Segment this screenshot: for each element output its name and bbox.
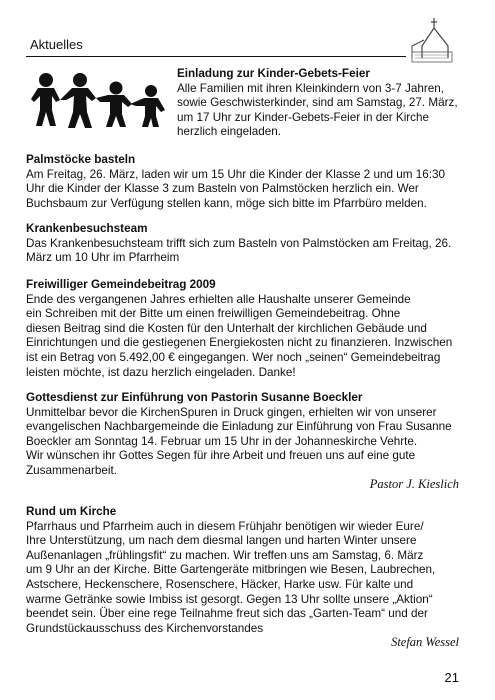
article-palmstoecke xyxy=(26,153,445,211)
children-holding-hands-icon xyxy=(30,70,168,130)
article-kinder-gebets-feier xyxy=(177,67,458,140)
article-heading: Krankenbesuchsteam xyxy=(26,222,148,235)
article-body: Am Freitag, 26. März, laden wir um 15 Uhr die Kinder der Klasse 2 und um 16:30 Uhr die Kinder der Klasse 3 zum Basteln von Palmstöcken herzlich ein. Wer Buchsbaum zur Verfügung stellen kann, möge sich bitte im Pfarrbüro melden. xyxy=(26,167,446,210)
church-logo-icon xyxy=(404,16,458,66)
page-number: 21 xyxy=(444,670,459,685)
article-krankenbesuchsteam xyxy=(26,222,451,266)
section-title: Aktuelles xyxy=(30,37,83,52)
article-heading: Palmstöcke basteln xyxy=(26,153,136,166)
article-gemeindebeitrag xyxy=(26,278,452,380)
signature: Pastor J. Kieslich xyxy=(369,477,459,491)
signature: Stefan Wessel xyxy=(391,635,459,649)
article-heading: Einladung zur Kinder-Gebets-Feier xyxy=(177,67,370,80)
article-heading: Rund um Kirche xyxy=(26,505,117,518)
article-body: Alle Familien mit ihren Kleinkindern von 3-7 Jahren, sowie Geschwisterkinder, sind am Samstag, 27. März, um 17 Uhr zur Kinder-Gebets-Feier in der Kirche herzlich eingeladen. xyxy=(177,81,458,139)
article-heading: Freiwilliger Gemeindebeitrag 2009 xyxy=(26,278,216,291)
article-heading: Gottesdienst zur Einführung von Pastorin Susanne Boeckler xyxy=(26,391,363,404)
header-divider xyxy=(26,56,406,57)
article-body: Das Krankenbesuchsteam trifft sich zum Basteln von Palmstöcken am Freitag, 26. März um 10 Uhr im Pfarrheim xyxy=(26,236,452,265)
article-body: Pfarrhaus und Pfarrheim auch in diesem Frühjahr benötigen wir wieder Eure/ Ihre Unterstützung, um nach dem diesmal langen und harten Winter unsere Außenanlagen „frühlingsfit“ zu machen. Wir treffen uns am Samstag, 6. März um 9 Uhr an der Kirche. Bitte Gartengeräte mitbringen wie Besen, Laubrechen, Astschere, Heckenschere, Rosenschere, Häcker, Harke usw. Für kalte und warme Getränke sowie Imbiss ist gesorgt. Gegen 13 Uhr sollte unsere „Aktion“ beendet sein. Über eine rege Teilnahme freut sich das „Garten-Team“ und der Grundstückausschuss des Kirchenvorstandes xyxy=(26,519,436,635)
article-body: Unmittelbar bevor die KirchenSpuren in Druck gingen, erhielten wir von unserer evangelischen Nachbargemeinde die Einladung zur Einführung von Frau Susanne Boeckler am Sonntag 14. Februar um 15 Uhr in der Johanneskirche Vehrte. Wir wünschen ihr Gottes Segen für ihre Arbeit und freuen uns auf eine gute Zusammenarbeit. xyxy=(26,405,452,477)
article-rund-um-kirche xyxy=(26,505,435,636)
article-body: Ende des vergangenen Jahres erhielten alle Haushalte unserer Gemeinde ein Schreiben mit der Bitte um einen freiwilligen Gemeindebeitrag. Ohne diesen Beitrag sind die Kosten für den Unterhalt der kirchlichen Gebäude und Einrichtungen und die gestiegenen Energiekosten nicht zu finanzieren. Inzwischen ist ein Betrag von 5.492,00 € eingegangen. Wer noch „seinen“ Gemeindebeitrag leisten möchte, ist dazu herzlich eingeladen. Danke! xyxy=(26,292,453,379)
article-einfuehrung-pastorin xyxy=(26,391,452,479)
